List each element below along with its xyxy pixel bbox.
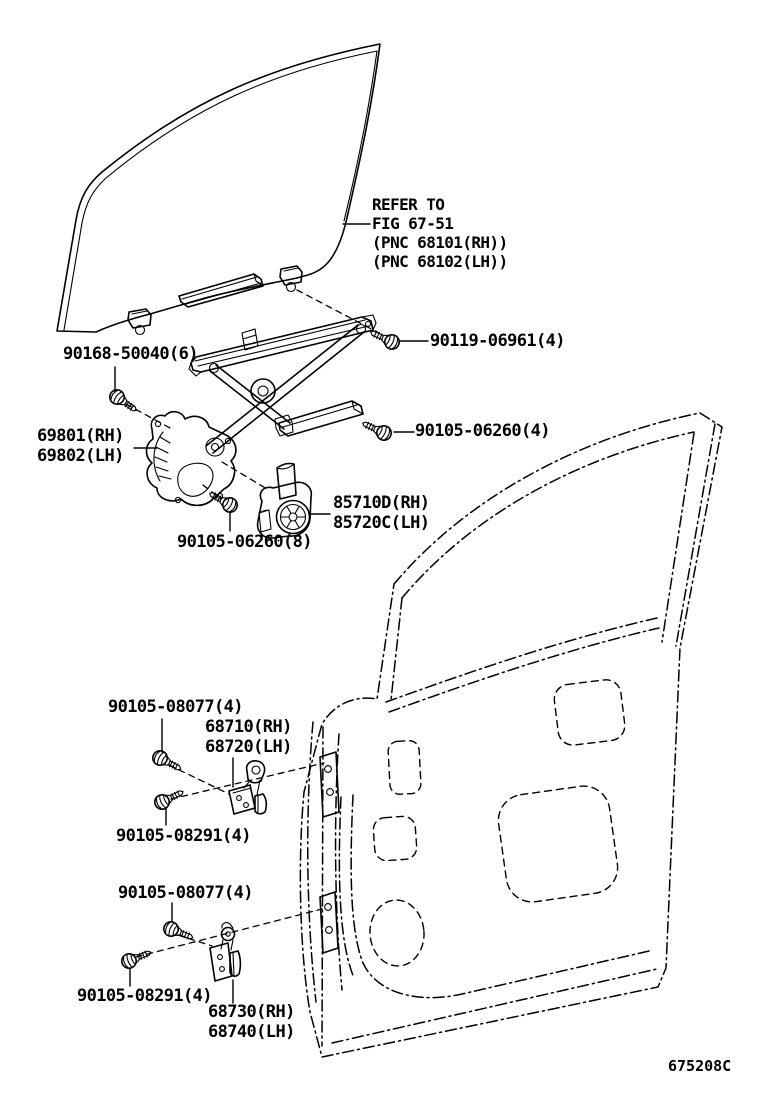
assembly-dashed-lines [126,290,379,957]
refer-note-line3: (PNC 68101(RH)) [372,233,508,252]
refer-note-line4: (PNC 68102(LH)) [372,252,508,271]
label-regulator-rh: 69801(RH) [37,426,124,446]
equalizer-bolt-icon [360,417,394,443]
label-upper-hinge-bolt-b: 90105-08291(4) [116,826,251,846]
refer-note-line1: REFER TO [372,195,445,214]
label-lower-hinge-bolt-b: 90105-08291(4) [77,986,212,1006]
label-motor-lh: 85720C(LH) [333,513,430,533]
label-motor-rh: 85710D(RH) [333,493,430,513]
lower-hinge-bolt-b-icon [120,946,154,971]
hinge-upper-drawing [229,761,266,814]
label-upper-hinge-bolt-a: 90105-08077(4) [108,697,243,717]
label-lower-hinge-rh: 68730(RH) [208,1002,295,1022]
label-lower-hinge [208,1002,295,1042]
label-regulator [37,426,124,466]
label-upper-hinge-rh: 68710(RH) [205,717,292,737]
label-lower-hinge-bolt-a: 90105-08077(4) [118,883,253,903]
label-equalizer-bolt: 90105-06260(4) [415,421,550,441]
label-motor [333,493,429,533]
label-rail-bolt: 90119-06961(4) [430,331,565,351]
glass-channel-strip-drawing [179,274,263,307]
regulator-motor-drawing [258,464,312,539]
label-glass-bolt: 90168-50040(6) [63,344,198,364]
lower-hinge-bolt-a-icon [162,920,196,945]
glass-bolt-icon [107,387,140,416]
label-lower-hinge-lh: 68740(LH) [208,1022,295,1042]
upper-hinge-bolt-a-icon [150,748,184,775]
figure-code: 675208C [668,1057,732,1075]
label-regulator-lh: 69802(LH) [37,446,124,466]
label-upper-hinge [205,717,292,757]
label-motor-bolt: 90105-06260(8) [177,532,312,552]
label-refer-note [372,195,508,271]
refer-note-line2: FIG 67-51 [372,214,454,233]
upper-hinge-bolt-b-icon [152,785,186,811]
label-upper-hinge-lh: 68720(LH) [205,737,292,757]
